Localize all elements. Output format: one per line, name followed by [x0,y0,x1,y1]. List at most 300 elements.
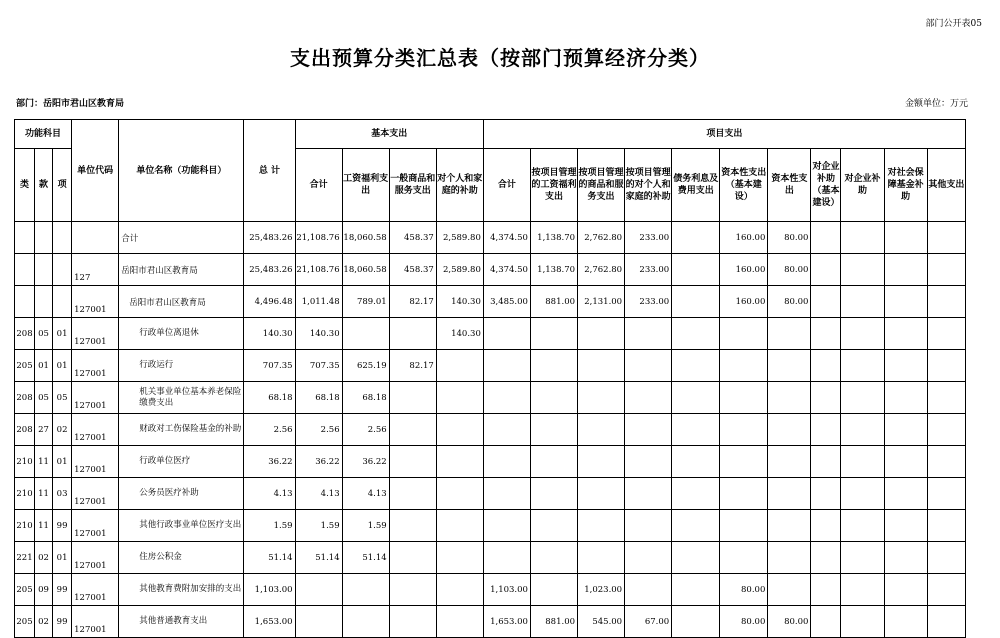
table-row [15,446,966,478]
column-header: 一般商品和服务支出 [389,149,436,222]
xiang-cell [53,222,72,254]
amount-cell [841,510,884,542]
unit-code-cell: 127001 [72,286,119,318]
amount-cell: 160.00 [720,222,768,254]
amount-cell: 2,589.80 [436,254,483,286]
amount-cell [483,350,530,382]
kuan-cell [35,286,53,318]
amount-cell [672,510,720,542]
unit-name-cell: 住房公积金 [119,542,244,574]
table-body [15,222,966,638]
xiang-cell: 01 [53,446,72,478]
amount-cell: 1,138.70 [530,254,577,286]
xiang-cell: 99 [53,606,72,638]
amount-cell [625,350,672,382]
amount-cell [884,350,927,382]
amount-cell [927,510,965,542]
lei-cell: 210 [15,510,35,542]
amount-cell: 82.17 [389,286,436,318]
amount-cell: 4.13 [295,478,342,510]
amount-cell [811,414,841,446]
amount-cell: 160.00 [720,254,768,286]
amount-cell: 458.37 [389,254,436,286]
amount-cell [768,478,811,510]
amount-cell [483,542,530,574]
amount-cell [884,542,927,574]
amount-cell [841,446,884,478]
amount-cell [625,574,672,606]
xiang-cell: 01 [53,542,72,574]
amount-cell [436,478,483,510]
xiang-cell: 99 [53,510,72,542]
amount-cell [841,574,884,606]
page-title: 支出预算分类汇总表（按部门预算经济分类） [290,46,710,70]
amount-cell [625,446,672,478]
amount-cell: 4.13 [342,478,389,510]
amount-cell [811,286,841,318]
amount-cell [672,350,720,382]
table-row [15,478,966,510]
amount-cell [841,382,884,414]
lei-cell: 205 [15,574,35,606]
column-header: 对企业补助 [841,149,884,222]
kuan-cell [35,254,53,286]
lei-cell: 210 [15,478,35,510]
department-label: 部门：岳阳市君山区教育局 [16,99,125,109]
amount-cell: 51.14 [244,542,295,574]
amount-cell [884,510,927,542]
amount-cell [672,222,720,254]
amount-cell [578,318,625,350]
amount-cell: 1,103.00 [483,574,530,606]
amount-cell [625,382,672,414]
amount-cell: 1,138.70 [530,222,577,254]
amount-cell [625,478,672,510]
amount-cell [927,382,965,414]
table-row [15,510,966,542]
amount-cell [811,254,841,286]
kuan-cell: 27 [35,414,53,446]
column-header: 资本性支出（基本建设） [720,149,768,222]
kuan-header: 款 [35,149,53,222]
amount-cell [841,254,884,286]
amount-cell: 1,011.48 [295,286,342,318]
amount-cell [884,606,927,638]
amount-cell [768,414,811,446]
amount-cell: 25,483.26 [244,222,295,254]
xiang-cell: 01 [53,350,72,382]
kuan-cell: 02 [35,606,53,638]
unit-code-header: 单位代码 [72,120,119,222]
amount-cell [295,574,342,606]
lei-header: 类 [15,149,35,222]
amount-cell [811,318,841,350]
amount-cell [530,414,577,446]
unit-name-cell: 其他行政事业单位医疗支出 [119,510,244,542]
amount-unit-label: 金额单位：万元 [904,99,968,109]
unit-name-cell: 行政单位离退休 [119,318,244,350]
amount-cell [811,222,841,254]
lei-cell: 208 [15,318,35,350]
unit-name-cell: 合计 [119,222,244,254]
amount-cell [720,350,768,382]
amount-cell [436,510,483,542]
kuan-cell: 11 [35,510,53,542]
amount-cell [483,382,530,414]
amount-cell: 51.14 [295,542,342,574]
kuan-cell [35,222,53,254]
table-row [15,286,966,318]
amount-cell [927,542,965,574]
amount-cell: 4.13 [244,478,295,510]
amount-cell [672,478,720,510]
amount-cell: 233.00 [625,286,672,318]
amount-cell [389,414,436,446]
amount-cell: 4,374.50 [483,222,530,254]
amount-cell [342,574,389,606]
table-row [15,222,966,254]
header-row-1 [15,120,966,149]
amount-cell [389,382,436,414]
amount-cell: 881.00 [530,286,577,318]
amount-cell [927,446,965,478]
amount-cell [811,382,841,414]
column-header: 工资福利支出 [342,149,389,222]
column-header: 对个人和家庭的补助 [436,149,483,222]
amount-cell: 458.37 [389,222,436,254]
xiang-cell: 05 [53,382,72,414]
amount-cell [530,350,577,382]
amount-cell [530,542,577,574]
amount-cell [578,382,625,414]
amount-cell [625,318,672,350]
amount-cell: 80.00 [720,574,768,606]
kuan-cell: 02 [35,542,53,574]
amount-cell [625,414,672,446]
amount-cell: 68.18 [295,382,342,414]
amount-cell [884,574,927,606]
amount-cell [841,350,884,382]
column-header: 对企业补助（基本建设） [811,149,841,222]
amount-cell: 18,060.58 [342,254,389,286]
unit-name-cell: 行政运行 [119,350,244,382]
amount-cell [927,350,965,382]
unit-code-cell: 127001 [72,350,119,382]
column-header: 合计 [295,149,342,222]
xiang-cell: 02 [53,414,72,446]
unit-code-cell: 127001 [72,446,119,478]
amount-cell [342,318,389,350]
amount-cell [436,414,483,446]
column-header: 债务利息及费用支出 [672,149,720,222]
amount-cell [530,478,577,510]
amount-cell [578,446,625,478]
amount-cell [720,382,768,414]
column-header: 按项目管理的对个人和家庭的补助 [625,149,672,222]
amount-cell: 1,653.00 [244,606,295,638]
amount-cell [530,318,577,350]
kuan-cell: 11 [35,446,53,478]
xiang-cell: 01 [53,318,72,350]
basic-expense-header: 基本支出 [295,120,483,149]
amount-cell: 625.19 [342,350,389,382]
unit-code-cell: 127001 [72,318,119,350]
amount-cell [295,606,342,638]
amount-cell: 68.18 [244,382,295,414]
amount-cell: 1,103.00 [244,574,295,606]
amount-cell [672,542,720,574]
amount-cell [672,606,720,638]
table-row [15,350,966,382]
amount-cell [672,254,720,286]
amount-cell [436,350,483,382]
amount-cell: 3,485.00 [483,286,530,318]
amount-cell [625,510,672,542]
amount-cell [672,446,720,478]
amount-cell: 233.00 [625,254,672,286]
amount-cell [578,510,625,542]
amount-cell [530,574,577,606]
amount-cell [436,606,483,638]
unit-name-header: 单位名称（功能科目） [119,120,244,222]
unit-code-cell: 127001 [72,574,119,606]
amount-cell [720,478,768,510]
amount-cell: 80.00 [768,286,811,318]
amount-cell: 25,483.26 [244,254,295,286]
amount-cell: 51.14 [342,542,389,574]
amount-cell [530,446,577,478]
kuan-cell: 01 [35,350,53,382]
unit-name-cell: 公务员医疗补助 [119,478,244,510]
amount-cell: 80.00 [768,606,811,638]
amount-cell [884,414,927,446]
amount-cell [578,414,625,446]
amount-cell: 140.30 [436,318,483,350]
amount-cell [436,574,483,606]
amount-cell: 80.00 [768,254,811,286]
amount-cell [768,542,811,574]
amount-cell [672,382,720,414]
amount-cell [927,606,965,638]
amount-cell [811,478,841,510]
func-subject-header: 功能科目 [15,120,72,149]
unit-name-cell: 行政单位医疗 [119,446,244,478]
amount-cell [811,606,841,638]
lei-cell [15,286,35,318]
amount-cell [530,510,577,542]
amount-cell [389,606,436,638]
kuan-cell: 05 [35,382,53,414]
project-expense-header: 项目支出 [483,120,965,149]
amount-cell: 140.30 [244,318,295,350]
amount-cell [483,414,530,446]
unit-name-cell: 其他教育费附加安排的支出 [119,574,244,606]
amount-cell [884,478,927,510]
amount-cell [841,414,884,446]
amount-cell: 1,023.00 [578,574,625,606]
amount-cell: 2.56 [342,414,389,446]
unit-name-cell: 岳阳市君山区教育局 [119,254,244,286]
amount-cell: 160.00 [720,286,768,318]
amount-cell [720,414,768,446]
amount-cell [483,510,530,542]
amount-cell [578,350,625,382]
lei-cell [15,222,35,254]
amount-cell [625,542,672,574]
table-row [15,606,966,638]
unit-code-cell: 127001 [72,382,119,414]
amount-cell [768,510,811,542]
amount-cell [811,510,841,542]
amount-cell: 80.00 [768,222,811,254]
column-header: 合计 [483,149,530,222]
unit-code-cell [72,222,119,254]
xiang-header: 项 [53,149,72,222]
amount-cell [927,254,965,286]
unit-code-cell: 127 [72,254,119,286]
unit-name-cell: 机关事业单位基本养老保险缴费支出 [119,382,244,414]
amount-cell: 80.00 [720,606,768,638]
amount-cell: 545.00 [578,606,625,638]
amount-cell: 36.22 [342,446,389,478]
table-row [15,414,966,446]
amount-cell [841,542,884,574]
amount-cell: 2,762.80 [578,222,625,254]
amount-cell [720,510,768,542]
amount-cell [578,542,625,574]
amount-cell: 1.59 [342,510,389,542]
amount-cell [841,478,884,510]
amount-cell: 707.35 [244,350,295,382]
amount-cell: 1.59 [244,510,295,542]
column-header: 资本性支出 [768,149,811,222]
amount-cell: 82.17 [389,350,436,382]
amount-cell [884,286,927,318]
amount-cell [720,318,768,350]
amount-cell [483,446,530,478]
amount-cell [672,318,720,350]
amount-cell [342,606,389,638]
amount-cell: 1,653.00 [483,606,530,638]
table-row [15,318,966,350]
amount-cell [811,542,841,574]
lei-cell: 208 [15,414,35,446]
amount-cell: 2,762.80 [578,254,625,286]
kuan-cell: 09 [35,574,53,606]
amount-cell: 2,589.80 [436,222,483,254]
amount-cell: 2.56 [295,414,342,446]
amount-cell [927,318,965,350]
total-header: 总 计 [244,120,295,222]
kuan-cell: 11 [35,478,53,510]
amount-cell [768,318,811,350]
amount-cell [389,542,436,574]
amount-cell [436,446,483,478]
amount-cell [884,382,927,414]
amount-cell: 36.22 [295,446,342,478]
lei-cell [15,254,35,286]
amount-cell [389,318,436,350]
amount-cell [768,446,811,478]
column-header: 按项目管理的商品和服务支出 [578,149,625,222]
amount-cell [811,446,841,478]
lei-cell: 221 [15,542,35,574]
lei-cell: 205 [15,350,35,382]
table-row [15,574,966,606]
amount-cell [672,414,720,446]
amount-cell: 2,131.00 [578,286,625,318]
amount-cell [483,318,530,350]
amount-cell [389,478,436,510]
kuan-cell: 05 [35,318,53,350]
xiang-cell [53,286,72,318]
amount-cell [389,574,436,606]
unit-name-cell: 岳阳市君山区教育局 [119,286,244,318]
xiang-cell [53,254,72,286]
lei-cell: 205 [15,606,35,638]
amount-cell [436,542,483,574]
xiang-cell: 99 [53,574,72,606]
amount-cell [884,318,927,350]
amount-cell: 881.00 [530,606,577,638]
amount-cell: 67.00 [625,606,672,638]
amount-cell: 4,374.50 [483,254,530,286]
form-number: 部门公开表05 [925,19,982,29]
amount-cell [672,286,720,318]
amount-cell [768,350,811,382]
amount-cell [884,446,927,478]
amount-cell [768,382,811,414]
amount-cell: 233.00 [625,222,672,254]
unit-code-cell: 127001 [72,542,119,574]
unit-code-cell: 127001 [72,414,119,446]
amount-cell: 21,108.76 [295,222,342,254]
amount-cell [927,222,965,254]
amount-cell [927,414,965,446]
amount-cell [841,222,884,254]
budget-table [14,119,966,638]
unit-code-cell: 127001 [72,510,119,542]
xiang-cell: 03 [53,478,72,510]
amount-cell [811,350,841,382]
amount-cell [927,478,965,510]
lei-cell: 210 [15,446,35,478]
amount-cell [389,446,436,478]
lei-cell: 208 [15,382,35,414]
amount-cell [389,510,436,542]
amount-cell [483,478,530,510]
column-header: 按项目管理的工资福利支出 [530,149,577,222]
amount-cell: 140.30 [436,286,483,318]
amount-cell [841,606,884,638]
amount-cell [436,382,483,414]
amount-cell: 68.18 [342,382,389,414]
unit-name-cell: 其他普通教育支出 [119,606,244,638]
amount-cell: 18,060.58 [342,222,389,254]
table-row [15,254,966,286]
unit-code-cell: 127001 [72,478,119,510]
amount-cell [720,446,768,478]
amount-cell [841,286,884,318]
amount-cell: 2.56 [244,414,295,446]
table-row [15,542,966,574]
column-header: 其他支出 [927,149,965,222]
amount-cell [768,574,811,606]
amount-cell: 36.22 [244,446,295,478]
amount-cell: 789.01 [342,286,389,318]
unit-code-cell: 127001 [72,606,119,638]
amount-cell [811,574,841,606]
